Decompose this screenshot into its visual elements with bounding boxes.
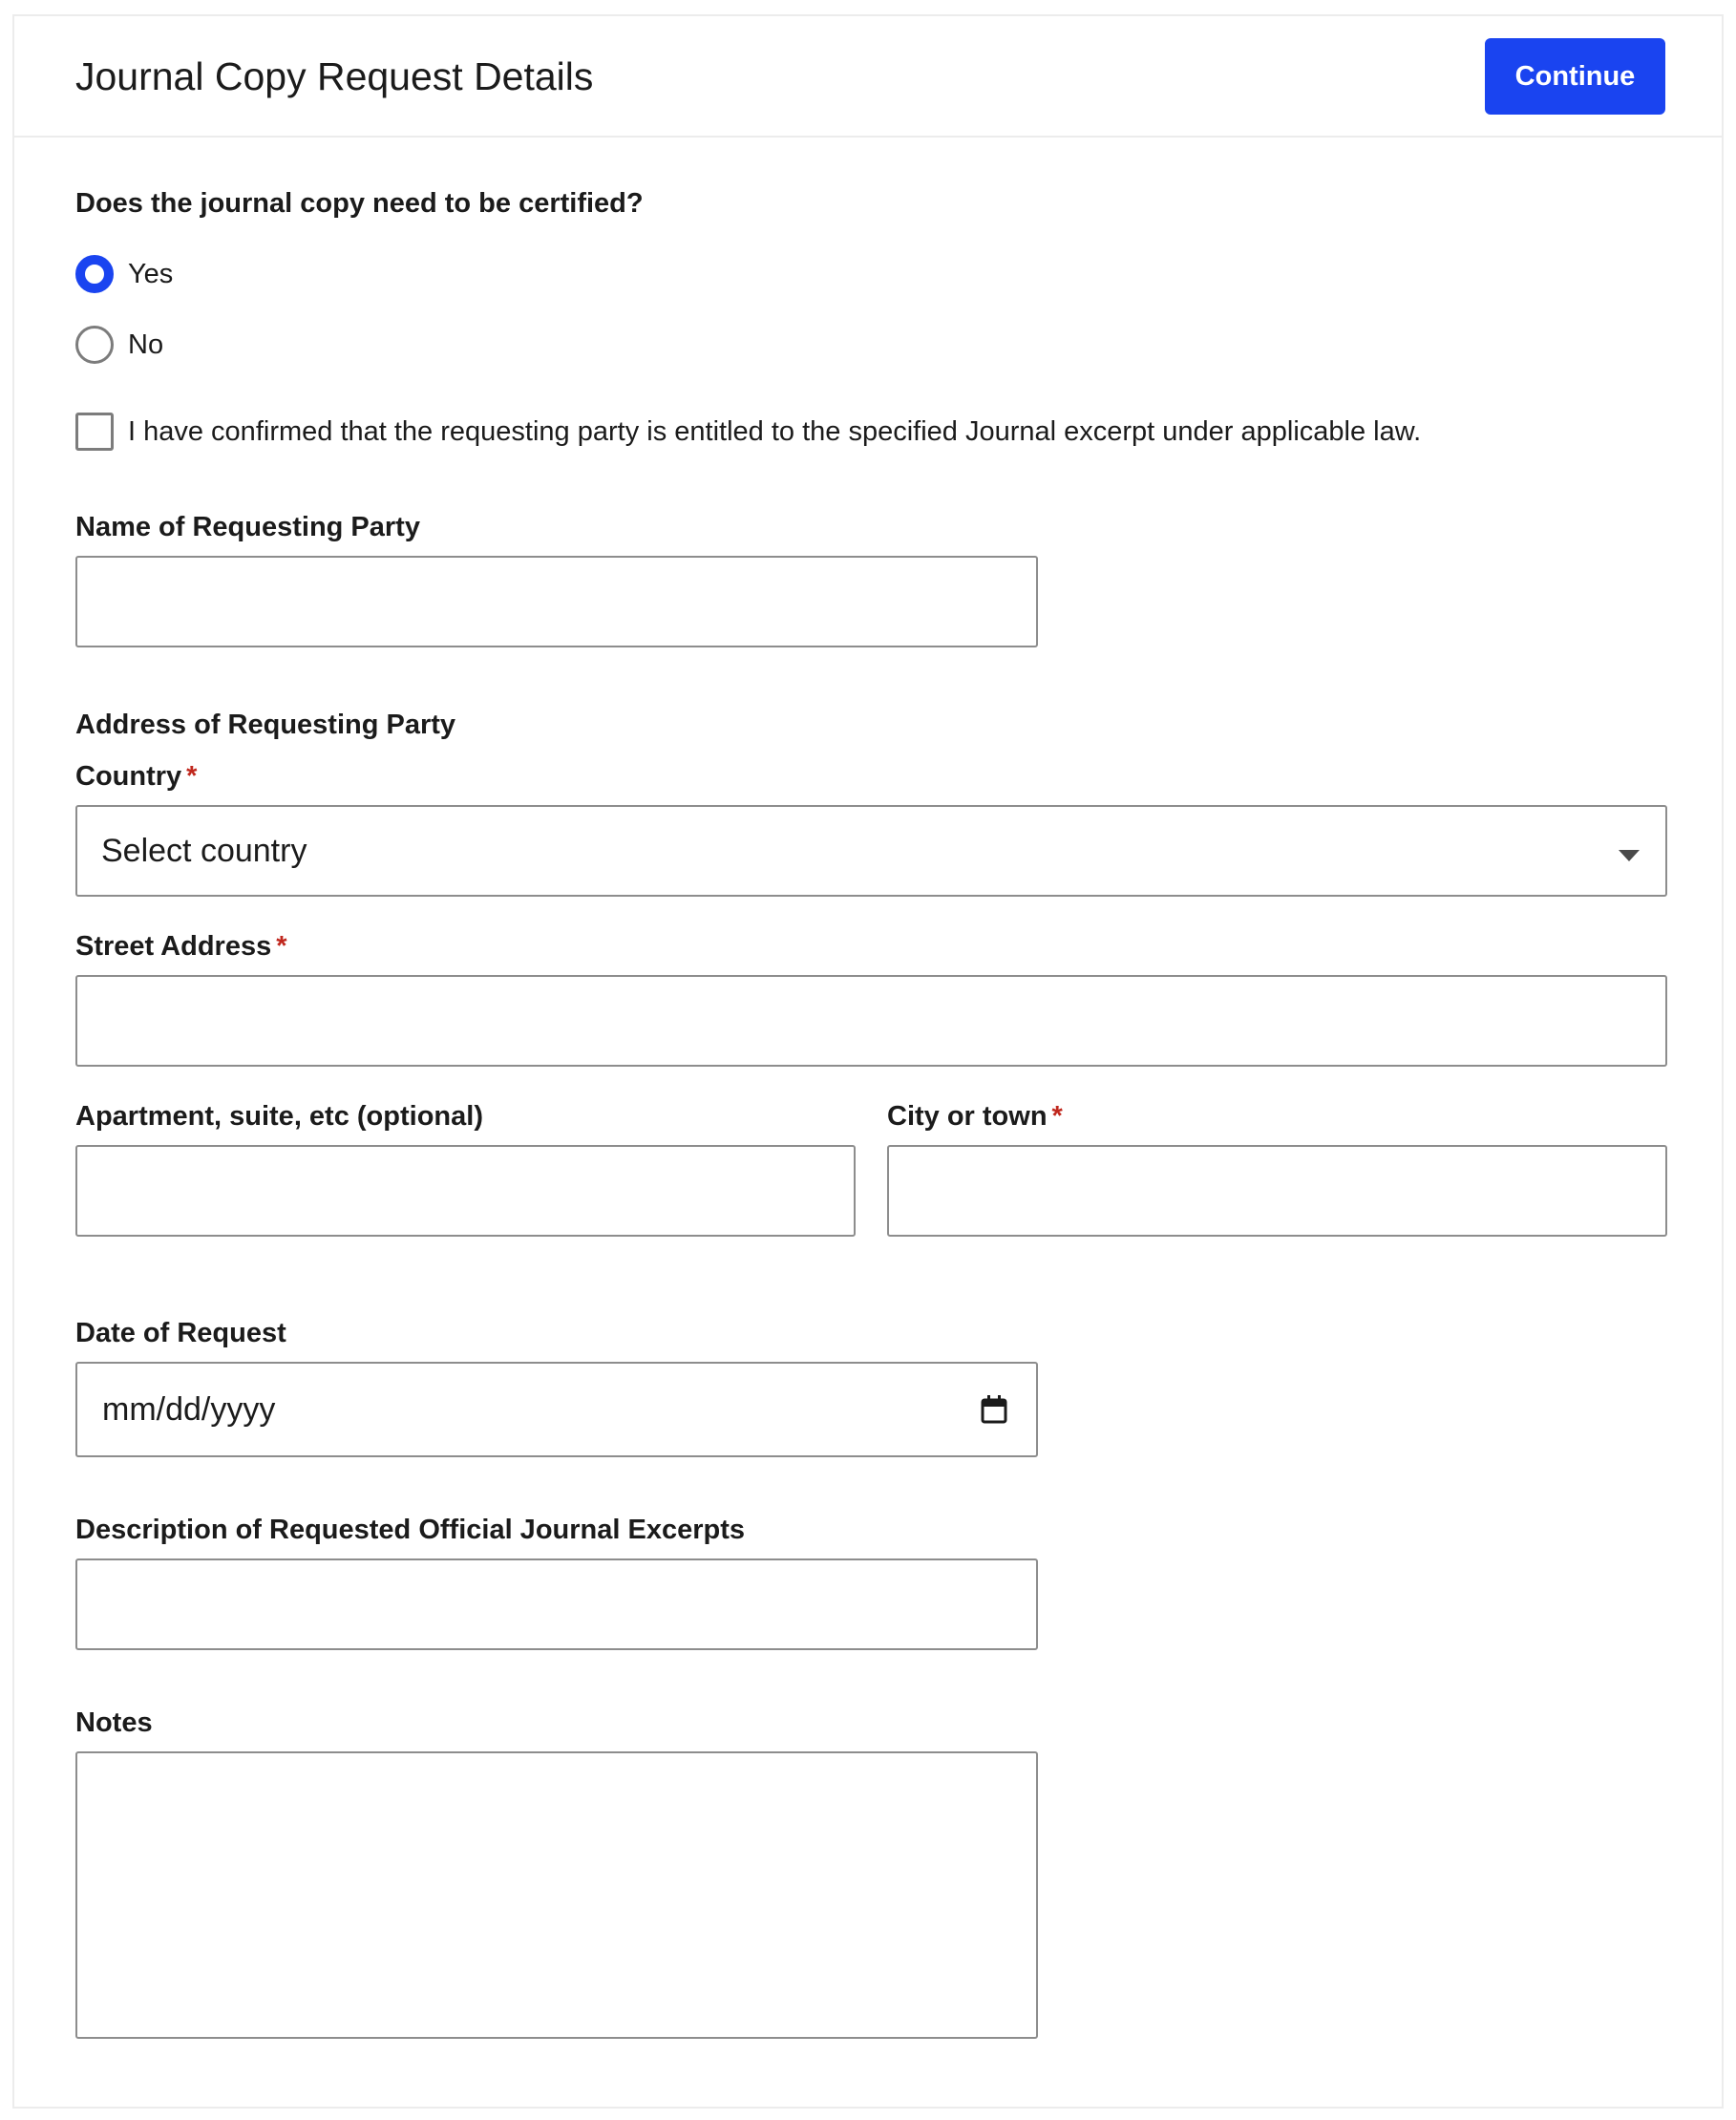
required-mark: * <box>1051 1101 1063 1132</box>
confirm-label[interactable]: I have confirmed that the requesting party is entitled to the specified Journal excerpt under applicable law. <box>128 416 1422 447</box>
certified-question: Does the journal copy need to be certified? <box>75 188 644 219</box>
date-label: Date of Request <box>75 1318 286 1348</box>
calendar-icon[interactable] <box>981 1395 1007 1424</box>
radio-yes-label[interactable]: Yes <box>128 259 174 289</box>
continue-button[interactable]: Continue <box>1485 38 1665 115</box>
form-header <box>14 16 1722 138</box>
country-label-text: Country <box>75 761 182 792</box>
street-label <box>75 927 287 965</box>
confirm-checkbox[interactable] <box>75 413 114 451</box>
city-label-text: City or town <box>887 1101 1048 1132</box>
required-mark: * <box>186 761 198 792</box>
apartment-label: Apartment, suite, etc (optional) <box>75 1101 483 1132</box>
description-input[interactable] <box>75 1558 1038 1650</box>
description-label: Description of Requested Official Journal Excerpts <box>75 1515 745 1545</box>
radio-yes[interactable] <box>75 255 114 293</box>
name-label: Name of Requesting Party <box>75 512 420 542</box>
date-placeholder: mm/dd/yyyy <box>102 1391 276 1428</box>
street-input[interactable] <box>75 975 1667 1067</box>
date-input[interactable] <box>75 1362 1038 1457</box>
apartment-input[interactable] <box>75 1145 856 1237</box>
country-select[interactable] <box>75 805 1667 897</box>
notes-textarea[interactable] <box>75 1751 1038 2039</box>
page-title: Journal Copy Request Details <box>75 54 594 98</box>
notes-label: Notes <box>75 1707 153 1738</box>
address-section-label: Address of Requesting Party <box>75 710 456 740</box>
country-label <box>75 757 197 795</box>
radio-no-label[interactable]: No <box>128 329 164 360</box>
radio-no[interactable] <box>75 326 114 364</box>
city-label <box>887 1097 1063 1135</box>
form-card <box>12 14 1724 2109</box>
chevron-down-icon <box>1619 850 1640 861</box>
city-input[interactable] <box>887 1145 1667 1237</box>
country-select-value: Select country <box>101 833 307 869</box>
street-label-text: Street Address <box>75 931 272 962</box>
name-input[interactable] <box>75 556 1038 647</box>
required-mark: * <box>276 931 287 962</box>
